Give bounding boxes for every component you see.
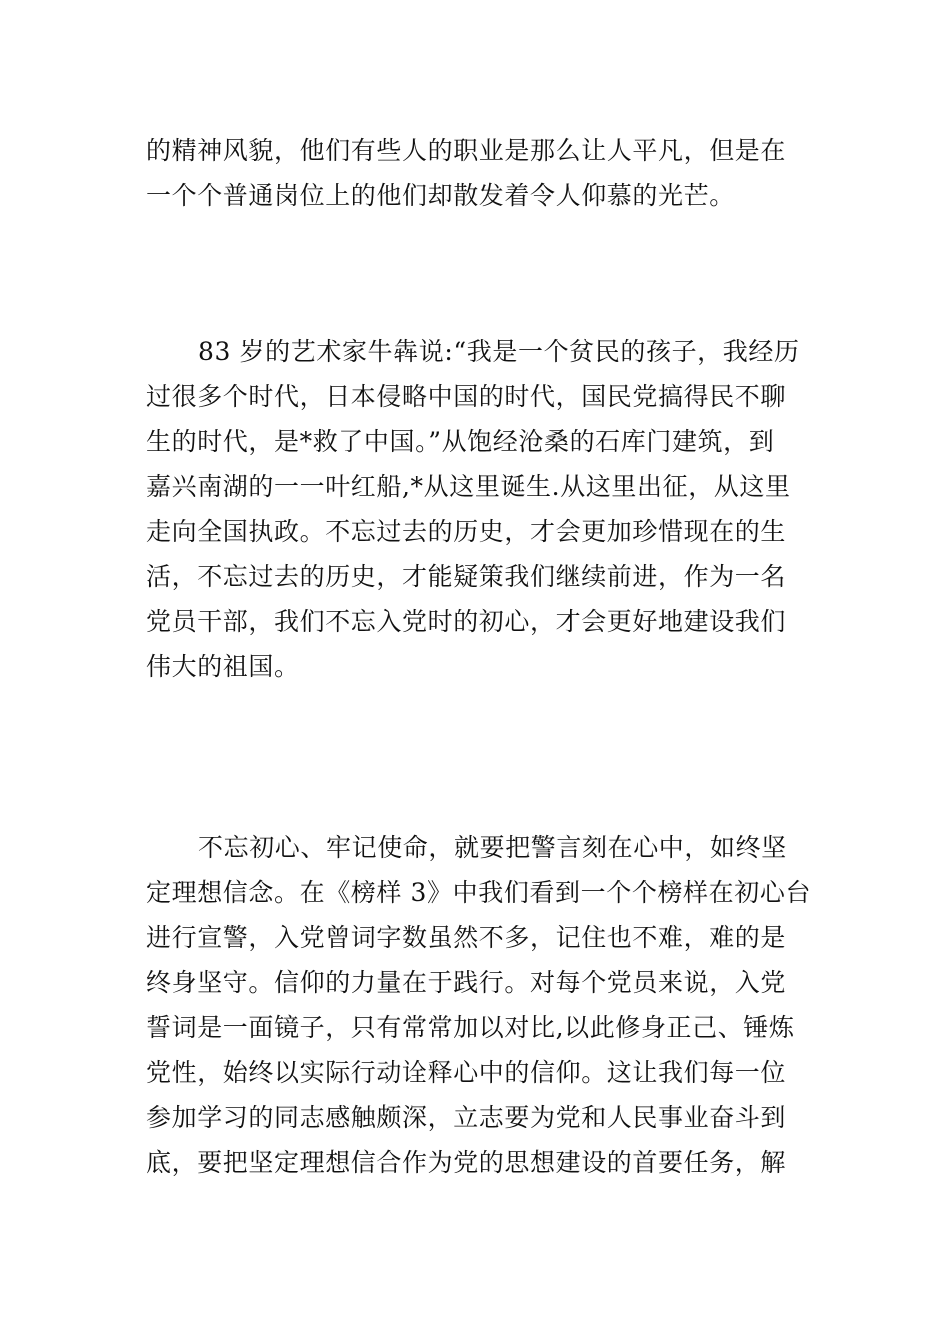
text-line: 一个个普通岗位上的他们却散发着令人仰慕的光芒。 [146, 181, 735, 210]
paragraph-2 [146, 329, 806, 689]
paragraph-3 [146, 825, 812, 1185]
text-line: 走向全国执政。不忘过去的历史，才会更加珍惜现在的生 [146, 517, 787, 546]
text-line: 伟大的祖国。 [146, 652, 300, 681]
text-line: 过很多个时代，日本侵略中国的时代，国民党搞得民不聊 [146, 382, 787, 411]
text-line: 誓词是一面镜子，只有常常加以对比,以此修身正己、锤炼 [146, 1013, 795, 1042]
text-line: 参加学习的同志感触颇深，立志要为党和人民事业奋斗到 [146, 1103, 787, 1132]
text-line: 底，要把坚定理想信合作为党的思想建设的首要任务，解 [146, 1148, 787, 1177]
text-line: 活，不忘过去的历史，才能疑策我们继续前进，作为一名 [146, 562, 787, 591]
text-line: 生的时代，是*救了中国。”从饱经沧桑的石库门建筑，到 [146, 427, 775, 456]
paragraph-1 [146, 128, 806, 218]
text-line: 党员干部，我们不忘入党时的初心，才会更好地建设我们 [146, 607, 787, 636]
text-line: 83 岁的艺术家牛犇说:“我是一个贫民的孩子，我经历 [198, 337, 800, 366]
text-line: 嘉兴南湖的一一叶红船,*从这里诞生.从这里出征，从这里 [146, 472, 791, 501]
text-line: 进行宣警，入党曾词字数虽然不多，记住也不难，难的是 [146, 923, 787, 952]
text-line: 不忘初心、牢记使命，就要把警言刻在心中，如终坚 [198, 833, 787, 862]
text-line: 的精神风貌，他们有些人的职业是那么让人平凡，但是在 [146, 136, 787, 165]
text-line: 定理想信念。在《榜样 3》中我们看到一个个榜样在初心台 [146, 878, 812, 907]
text-line: 党性，始终以实际行动诠释心中的信仰。这让我们每一位 [146, 1058, 787, 1087]
text-line: 终身坚守。信仰的力量在于践行。对每个党员来说，入党 [146, 968, 787, 997]
